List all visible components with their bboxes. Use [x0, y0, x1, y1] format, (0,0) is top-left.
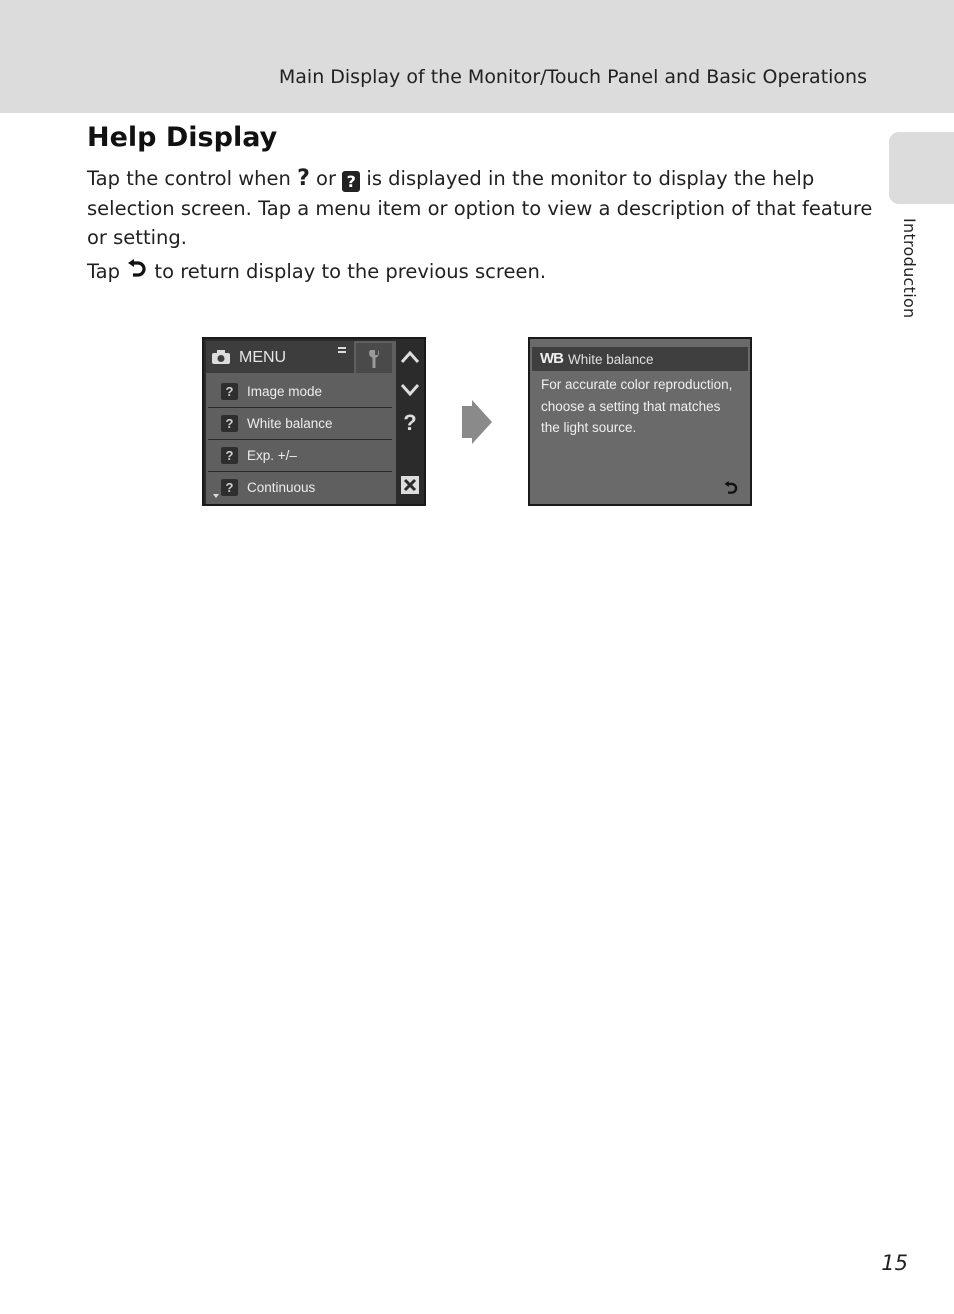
- menu-item-exposure[interactable]: [208, 440, 392, 472]
- body-text: [87, 164, 877, 289]
- help-button[interactable]: ?: [403, 410, 417, 435]
- scroll-down-button[interactable]: [397, 382, 423, 403]
- setup-tab[interactable]: [356, 343, 392, 373]
- para-text: or: [316, 167, 336, 190]
- menu-item-continuous[interactable]: [208, 472, 392, 503]
- camera-icon: [212, 350, 230, 369]
- para-text: is displayed in the monitor to display the help selection screen. Tap a menu item or option to view a description of that feature or setting.: [87, 167, 873, 249]
- help-header: [532, 347, 748, 371]
- section-title: Help Display: [87, 122, 278, 153]
- return-button[interactable]: [723, 481, 739, 502]
- return-icon: [126, 259, 148, 290]
- chevron-up-icon: [400, 349, 420, 365]
- paragraph-help: [87, 164, 877, 253]
- page-number: 15: [881, 1251, 908, 1275]
- scroll-indicator-icon: [213, 494, 219, 498]
- help-icon: ?: [221, 415, 238, 432]
- help-description: [541, 374, 746, 439]
- menu-item-label: White balance: [247, 416, 333, 431]
- help-title: White balance: [568, 352, 654, 367]
- menu-item-label: Image mode: [247, 384, 323, 399]
- scroll-up-button[interactable]: [397, 349, 423, 370]
- menu-item-label: Exp. +/–: [247, 448, 297, 463]
- help-line: the light source.: [541, 420, 637, 435]
- help-line: choose a setting that matches: [541, 398, 721, 414]
- menu-title: MENU: [239, 349, 287, 366]
- menu-header: [206, 341, 354, 373]
- para-text: to return display to the previous screen.: [154, 259, 547, 283]
- close-icon: [401, 476, 419, 494]
- paragraph-return: [87, 257, 877, 290]
- help-screen-illustration: [528, 337, 752, 506]
- help-icon: ?: [221, 447, 238, 464]
- help-line: For accurate color reproduction,: [541, 377, 733, 392]
- chapter-tab-label: Introduction: [900, 218, 919, 319]
- arrow-right-icon: [462, 400, 492, 448]
- help-box-icon: ?: [342, 171, 360, 192]
- running-header: Main Display of the Monitor/Touch Panel and Basic Operations: [278, 66, 867, 88]
- help-icon: ?: [221, 479, 238, 496]
- tab-indicator-icon: [338, 347, 346, 353]
- para-text: Tap the control when: [87, 167, 291, 190]
- menu-item-image-mode[interactable]: [208, 376, 392, 408]
- para-text: Tap: [87, 259, 121, 283]
- help-icon: ?: [297, 166, 310, 191]
- return-icon: [723, 481, 739, 497]
- help-icon: ?: [221, 383, 238, 400]
- menu-item-label: Continuous: [247, 480, 316, 495]
- header-band: [0, 0, 954, 113]
- menu-screen-illustration: [202, 337, 426, 506]
- white-balance-icon: WB: [540, 350, 563, 367]
- chapter-tab: [889, 132, 954, 204]
- chevron-down-icon: [400, 382, 420, 398]
- menu-item-white-balance[interactable]: [208, 408, 392, 440]
- menu-panel: [206, 341, 396, 504]
- close-button[interactable]: [397, 476, 423, 499]
